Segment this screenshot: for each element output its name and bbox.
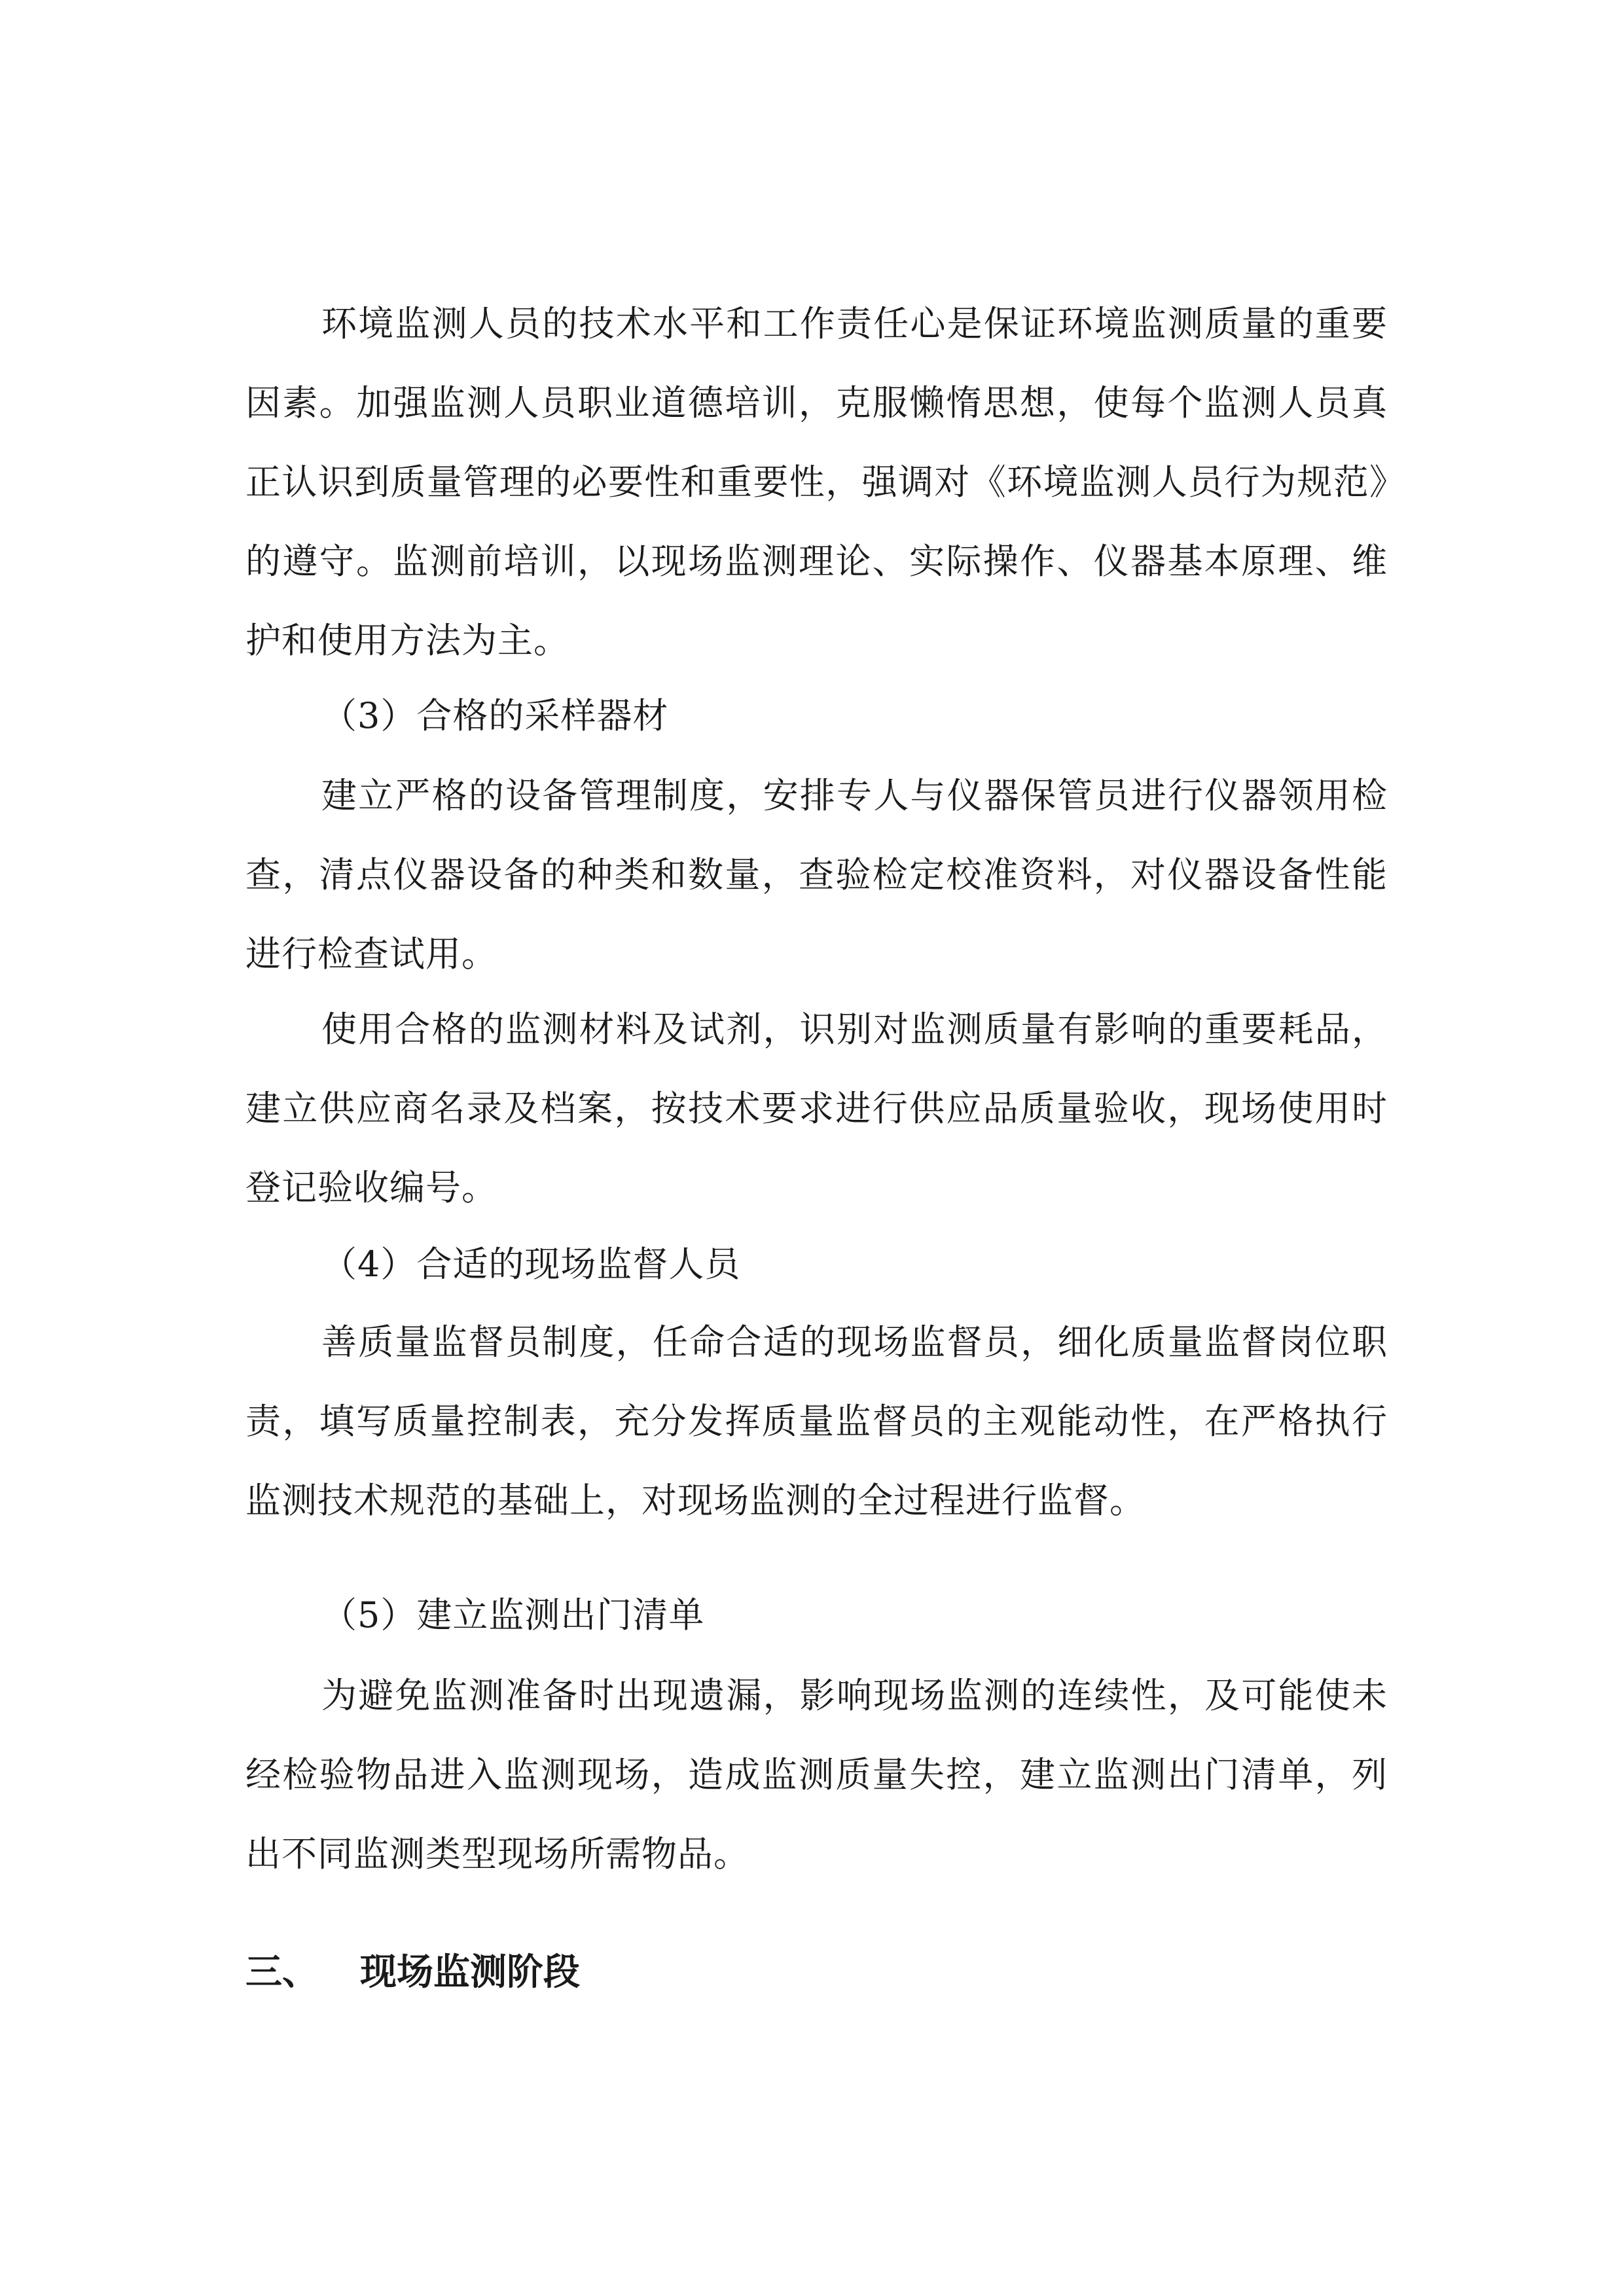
subheading-departure-checklist: （5）建立监测出门清单 (321, 1594, 705, 1636)
subheading-field-supervisors: （4）合适的现场监督人员 (321, 1244, 741, 1285)
paragraph-qualified-materials: 使用合格的监测材料及试剂，识别对监测质量有影响的重要耗品，建立供应商名录及档案，按技术要求进行供应品质量验收，现场使用时登记验收编号。 (245, 1009, 1388, 1208)
paragraph-equipment-management: 建立严格的设备管理制度，安排专人与仪器保管员进行仪器领用检查，清点仪器设备的种类和数量，查验检定校准资料，对仪器设备性能进行检查试用。 (245, 775, 1388, 975)
section-heading-field-monitoring (245, 1933, 580, 2012)
section-number: 三、 (245, 1951, 319, 1994)
paragraph-personnel-training: 环境监测人员的技术水平和工作责任心是保证环境监测质量的重要因素。加强监测人员职业道德培训，克服懒惰思想，使每个监测人员真正认识到质量管理的必要性和重要性，强调对《环境监测人员行为规范》的遵守。监测前培训，以现场监测理论、实际操作、仪器基本原理、维护和使用方法为主。 (245, 303, 1388, 661)
paragraph-quality-supervisor-system: 善质量监督员制度，任命合适的现场监督员，细化质量监督岗位职责，填写质量控制表，充分发挥质量监督员的主观能动性，在严格执行监测技术规范的基础上，对现场监测的全过程进行监督。 (245, 1321, 1388, 1521)
section-title: 现场监测阶段 (360, 1951, 580, 1994)
subheading-qualified-sampling-equipment: （3）合格的采样器材 (321, 695, 669, 736)
paragraph-departure-checklist: 为避免监测准备时出现遗漏，影响现场监测的连续性，及可能使未经检验物品进入监测现场，造成监测质量失控，建立监测出门清单，列出不同监测类型现场所需物品。 (245, 1675, 1388, 1874)
